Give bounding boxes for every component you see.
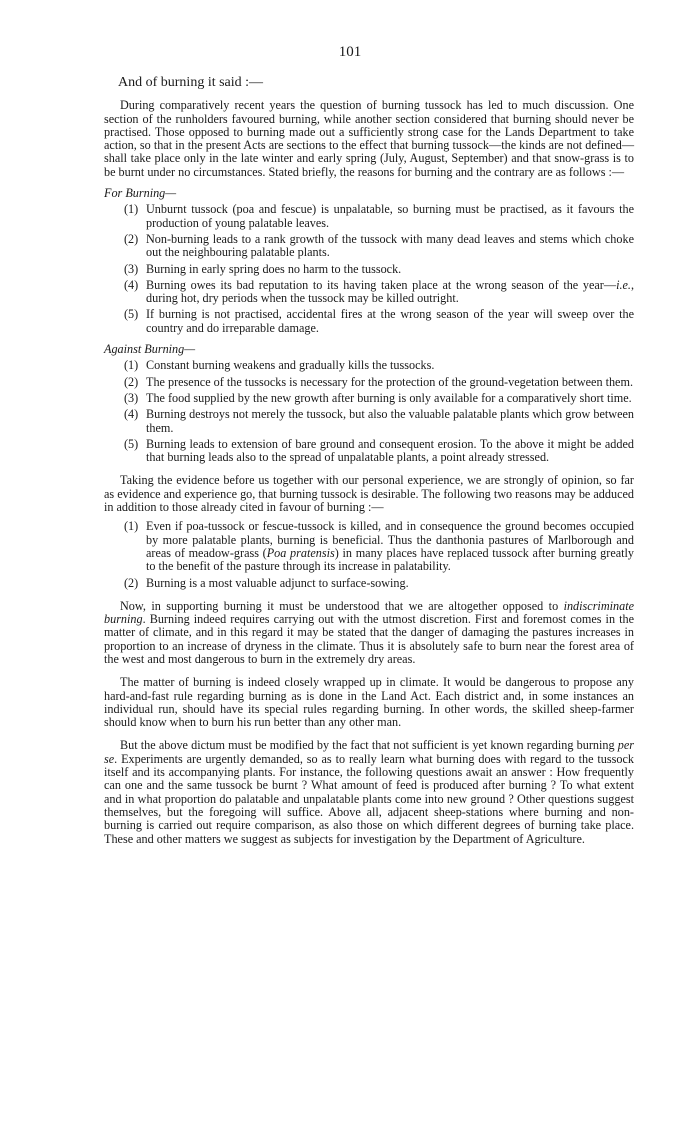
list-item: (1) Constant burning weakens and gradually kills the tussocks. <box>124 358 435 373</box>
list-item: (2) Burning is a most valuable adjunct to surface-sowing. <box>124 575 409 590</box>
list-item: (4) Burning owes its bad reputation to its having taken place at the wrong season of the year—i.e., during hot, dry periods when the tussock may be killed outright. <box>124 277 634 306</box>
list-item: (2) Non-burning leads to a rank growth of the tussock with many dead leaves and stems which choke out the neighbouring palatable plants. <box>124 231 634 260</box>
opinion-paragraph: Taking the evidence before us together with our personal experience, we are strongly of opinion, so far as evidence and experience go, that burning tussock is desirable. The following two reasons may be adduced in addition to those already cited in favour of burning :— <box>104 473 634 515</box>
against-burning-list <box>104 359 634 464</box>
list-item: (5) Burning leads to extension of bare ground and consequent erosion. To the above it might be added that burning leads also to the spread of unpalatable plants, a point already stressed. <box>124 436 634 465</box>
intro-paragraph: During comparatively recent years the question of burning tussock has led to much discussion. One section of the runholders favoured burning, while another section considered that burning should never be practised. Those opposed to burning made out a sufficiently strong case for the Lands Department to take action, so that in the present Acts are sections to the effect that burning tussock—the kinds are not defined—shall take place only in the late winter and early spring (July, August, September) and that snow-grass is to be burnt under no circumstances. Stated briefly, the reasons for burning and the contrary are as follows :— <box>104 98 634 179</box>
list-item: (5) If burning is not practised, accidental fires at the wrong season of the year will sweep over the country and do irreparable damage. <box>124 307 634 335</box>
section-heading: And of burning it said :— <box>118 75 264 90</box>
list-item: (1) Even if poa-tussock or fescue-tussock is killed, and in consequence the ground becomes occupied by more palatable plants, burning is beneficial. Thus the danthonia pastures of Marlborough and areas of meadow-grass (Poa pratensis) in many places have replaced tussock after burning greatly to the benefit of the pasture through its increase in palatability. <box>124 519 635 574</box>
rules-paragraph: The matter of burning is indeed closely wrapped up in climate. It would be dangerous to propose any hard-and-fast rule regarding burning as is done in the Land Act. Each district and, in some instances an individual run, should have its special rules regarding burning. In other words, the skilled sheep-farmer should know when to burn his run better than any other man. <box>104 675 634 730</box>
climate-paragraph: Now, in supporting burning it must be understood that we are altogether opposed to indiscriminate burning. Burning indeed requires carrying out with the utmost discretion. First and foremost comes in the matter of climate, and in this regard it may be stated that the danger of damaging the pastures increases in proportion to an increase of dryness in the climate. Thus it is absolutely safe to burn near the forest area of the west and most dangerous to burn in the extremely dry areas. <box>104 598 634 666</box>
list-item: (1) Unburnt tussock (poa and fescue) is unpalatable, so burning must be practised, as it favours the production of young palatable leaves. <box>124 202 634 230</box>
for-burning-heading: For Burning— <box>104 186 177 201</box>
list-item: (2) The presence of the tussocks is necessary for the protection of the ground-vegetation between them. <box>124 374 633 389</box>
against-burning-heading: Against Burning— <box>104 342 196 357</box>
page-body <box>104 76 634 846</box>
list-item: (4) Burning destroys not merely the tussock, but also the valuable palatable plants which grow between them. <box>124 407 634 435</box>
research-paragraph: But the above dictum must be modified by the fact that not sufficient is yet known regarding burning per se. Experiments are urgently demanded, so as to really learn what burning does with regard to the tussock itself and its accompanying plants. For instance, the following questions await an answer : How frequently can one and the same tussock be burnt ? What amount of feed is produced after burning ? To what extent and in what proportion do palatable and unpalatable plants come into new ground ? Other questions suggest themselves, but the foregoing will suffice. Above all, adjacent sheep-stations where burning and non-burning is carried out require comparison, as also those on which different degrees of burning take place. These and other matters we suggest as subjects for investigation by the Department of Agriculture. <box>104 738 634 846</box>
list-item: (3) The food supplied by the new growth after burning is only available for a comparatively short time. <box>124 390 632 405</box>
for-burning-list <box>104 203 634 335</box>
page-number: 101 <box>338 44 362 60</box>
list-item: (3) Burning in early spring does no harm to the tussock. <box>124 261 402 276</box>
reasons-list <box>104 520 634 589</box>
